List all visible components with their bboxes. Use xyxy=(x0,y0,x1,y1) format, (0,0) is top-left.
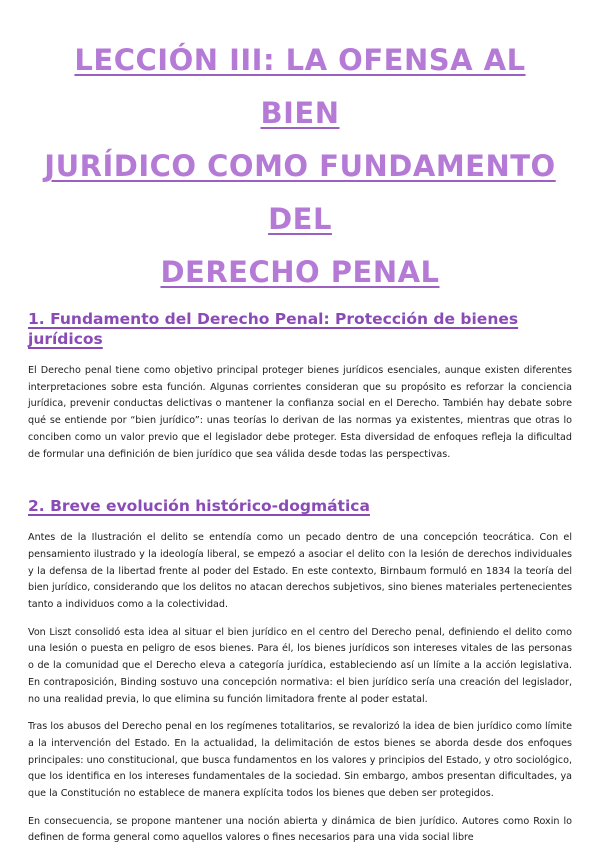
section-2-paragraph-3: Tras los abusos del Derecho penal en los regímenes totalitarios, se revalorizó la idea de bien jurídico como límite a la intervención del Estado. En la actualidad, la delimitación de estos bienes se aborda desde dos enfoques principales: uno constitucional, que busca fundamentos en los valores y principios del Estado, y otro sociológico, que los identifica en los intereses fundamentales de la sociedad. Sin embargo, ambos presentan dificultades, ya que la Constitución no establece de manera explícita todos los bienes que deben ser protegidos. xyxy=(28,721,572,800)
lesson-title-line-3: DERECHO PENAL xyxy=(160,255,440,289)
section-2-paragraph-1: Antes de la Ilustración el delito se entendía como un pecado dentro de una concepción teocrática. Con el pensamiento ilustrado y la ideología liberal, se empezó a asociar el delito con la lesión de derechos individuales y la defensa de la libertad frente al poder del Estado. En este contexto, Birnbaum formuló en 1834 la teoría del bien jurídico, considerando que los delitos no atacan derechos subjetivos, sino bienes materiales pertenecientes tanto a individuos como a la colectividad. xyxy=(28,532,572,611)
section-1-paragraph: El Derecho penal tiene como objetivo principal proteger bienes jurídicos esenciales, aunque existen diferentes interpretaciones sobre esta función. Algunas corrientes consideran que su propósito es reforzar la conciencia jurídica, prevenir conductas delictivas o mantener la confianza social en el Derecho. También hay debate sobre qué se entiende por “bien jurídico”: unas teorías lo derivan de las normas ya existentes, mientras que otras lo conciben como un valor previo que el legislador debe proteger. Esta diversidad de enfoques refleja la dificultad de formular una definición de bien jurídico que sea válida desde todas las perspectivas. xyxy=(28,365,572,460)
section-2-paragraph-2: Von Liszt consolidó esta idea al situar el bien jurídico en el centro del Derecho penal, definiendo el delito como una lesión o puesta en peligro de esos bienes. Para él, los bienes jurídicos son intereses vitales de las personas o de la comunidad que el Derecho eleva a categoría jurídica, estableciendo así un límite a la acción legislativa. En contraposición, Binding sostuvo una concepción normativa: el bien jurídico sería una creación del legislador, no una realidad previa, lo que elimina su función limitadora frente al poder estatal. xyxy=(28,626,572,705)
lesson-title-line-1: LECCIÓN III: LA OFENSA AL BIEN xyxy=(74,43,526,130)
lesson-title-line-2: JURÍDICO COMO FUNDAMENTO DEL xyxy=(44,149,556,236)
section-2-heading: 2. Breve evolución histórico-dogmática xyxy=(28,497,370,516)
section-1-heading: 1. Fundamento del Derecho Penal: Protección de bienes jurídicos xyxy=(28,310,519,348)
lesson-title xyxy=(28,34,572,299)
section-2-paragraph-4: En consecuencia, se propone mantener una noción abierta y dinámica de bien jurídico. Autores como Roxin lo definen de forma general como aquellos valores o fines necesarios para una vida social libre xyxy=(28,815,572,844)
